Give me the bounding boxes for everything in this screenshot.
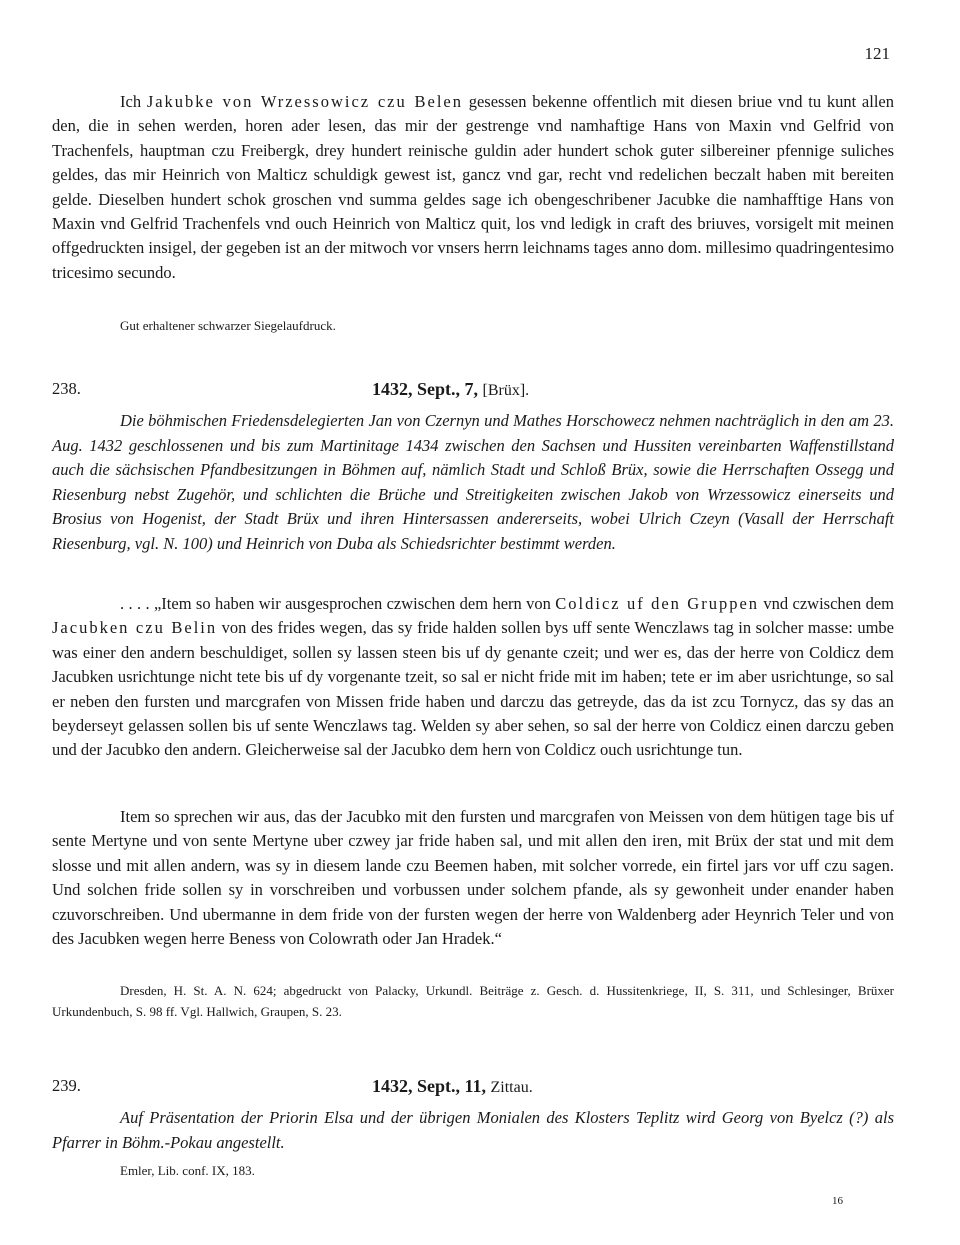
entry-239-number: 239.: [52, 1076, 81, 1095]
entry-239-regest: Auf Präsentation der Priorin Elsa und der übrigen Monialen des Klosters Teplitz wird Georg von Byelcz (?) als Pfarrer in Böhm.-Pokau angestellt.: [52, 1108, 894, 1152]
entry-238-text-1-b: Coldicz uf den Gruppen: [555, 594, 760, 613]
entry-238-text-2: Item so sprechen wir aus, das der Jacubko mit den fursten und marcgrafen von Meissen von dem hütigen tage bis uf sente Mertyne und von sente Mertyne uber czwey jar fride haben sal, und mit allen den iren, mit Brüx der stat und mit dem slosse und mit allen andern, was sy in diesem lande czu Beemen haben, mit solcher vorrede, ein firtel jars vor uff czu sagen. Und solchen fride sollen sy in vorschreiben und vorbussen under solchem pfande, als sy gewonheit under enander haben czuvorschreiben. Und ubermanne in dem fride von der fursten wegen der herre von Waldenberg ader Heynrich Teler und von des Jacubken wegen herre Beness von Colowrath oder Jan Hradek.“: [52, 807, 894, 949]
entry-238-regest: Die böhmischen Friedensdelegierten Jan von Czernyn und Mathes Horschowecz nehmen nachträglich in den am 23. Aug. 1432 geschlossenen und bis zum Martinitage 1434 zwischen den Sachsen und Hussiten vereinbarten Waffenstillstand auch die sächsischen Pfandbesitzungen in Böhmen auf, nämlich Stadt und Schloß Brüx, sowie die Herrschaften Ossegg und Riesenburg nebst Zugehör, und schlichten die Brüche und Streitigkeiten zwischen Jakob von Wrzessowicz einerseits und Brosius von Hogenist, der Stadt Brüx und ihren Hintersassen andererseits, wobei Ulrich Czeyn (Vasall der Herrschaft Riesenburg, vgl. N. 100) und Heinrich von Duba als Schiedsrichter bestimmt werden.: [52, 411, 894, 553]
entry-238-text-1-c: vnd czwischen dem: [759, 594, 895, 613]
entry-239-source: Emler, Lib. conf. IX, 183.: [120, 1163, 255, 1178]
signature-mark: 16: [832, 1195, 843, 1207]
entry-238-number: 238.: [52, 379, 81, 398]
entry-239-date-text: 1432, Sept., 11,: [372, 1076, 487, 1096]
seal-note: Gut erhaltener schwarzer Siegelaufdruck.: [120, 318, 336, 333]
entry-238-heading: [52, 379, 894, 403]
entry-238-source: Dresden, H. St. A. N. 624; abgedruckt von Palacky, Urkundl. Beiträge z. Gesch. d. Hussitenkriege, II, S. 311, und Schlesinger, Brüxer Urkundenbuch, S. 98 ff. Vgl. Hallwich, Graupen, S. 23.: [52, 983, 894, 1019]
entry-238-text-1-a: . . . . „Item so haben wir ausgesprochen czwischen dem hern von: [120, 594, 556, 613]
opening-document-text: [52, 90, 894, 285]
entry-239-place: Zittau.: [490, 1079, 533, 1096]
entry-238-date: [372, 379, 529, 400]
opening-prefix: Ich: [120, 92, 147, 111]
entry-238-text-1-d: Jacubken czu Belin: [52, 618, 218, 638]
entry-238-place: [Brüx].: [482, 382, 530, 399]
entry-238-text-1: [52, 592, 894, 763]
entry-239-heading: [52, 1076, 894, 1100]
page-number: 121: [864, 44, 890, 63]
entry-238-text-1-e: von des frides wegen, das sy fride halden sollen bys uff sente Wenczlaws tag in solcher masse: umbe was einer den andern beschuldiget, sollen sy lassen steen bis uf dy genante czeit; und wer es, das der herre von Coldicz dem Jacubken usrichtunge nicht tete bis uf dy vorgenante tzeit, so sal er nicht fride mit im haben; tete er im aber usrichtunge, so sal er neben den fursten und marcgrafen von Missen fride haben und darczu das getreyde, das da ist zcu Tornycz, das sy das an beyderseyt gelassen sollen bis uf sente Wenczlaws tag. Welden sy aber sehen, so sal der herre von Coldicz einen darczu geben und der Jacubko den andern. Gleicherweise sal der Jacubko dem hern von Coldicz ouch usrichtunge tun.: [52, 618, 894, 760]
entry-239-date: [372, 1076, 533, 1097]
opening-issuer-name: Jakubke von Wrzessowicz czu Belen: [146, 92, 463, 111]
opening-body: gesessen bekenne offentlich mit diesen briue vnd tu kunt allen den, die in sehen werden, horen ader lesen, das mir der gestrenge vnd namhaftige Hans von Maxin vnd Gelfrid von Trachenfels, hauptman czu Freibergk, drey hundert reinische guldin ader hundert schok guter silbereiner pfennige suliches geldes, das mir Heinrich von Malticz schuldigk gewest ist, gancz vnd gar, recht vnd redelichen beczalt haben mit bereiten gelde. Dieselben hundert schok groschen vnd summa geldes sage ich obengeschribener Jacubke die namhafftige Hans von Maxin vnd Gelfrid Trachenfels vnd ouch Heinrich von Malticz quit, los vnd ledigk in craft des briuves, vorsigelt mit meinen offgedruckten insigel, der gegeben ist an der mitwoch vor vnsers herrn leichnams tages anno dom. millesimo quadringentesimo tricesimo secundo.: [52, 92, 894, 282]
entry-238-date-text: 1432, Sept., 7,: [372, 379, 479, 399]
